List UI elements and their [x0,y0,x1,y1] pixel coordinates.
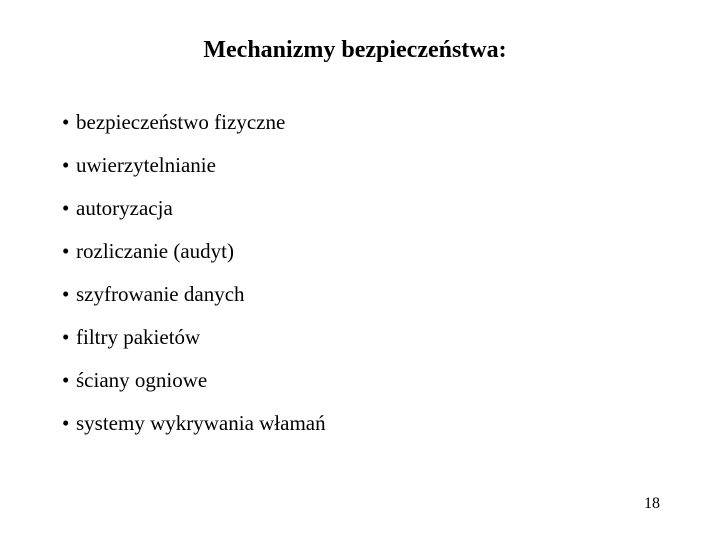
bullet-text: systemy wykrywania włamań [76,411,326,435]
slide-title: Mechanizmy bezpieczeństwa: [203,37,507,63]
bullet-item [62,323,326,366]
bullet-text: filtry pakietów [76,325,201,349]
bullet-item [62,366,326,409]
bullet-icon: • [62,411,70,435]
bullet-icon: • [62,196,70,220]
bullet-item [62,409,326,452]
bullet-list [62,108,326,452]
bullet-icon: • [62,110,70,134]
bullet-text: szyfrowanie danych [76,282,245,306]
bullet-text: autoryzacja [76,196,173,220]
bullet-item [62,151,326,194]
bullet-icon: • [62,368,70,392]
bullet-icon: • [62,325,70,349]
bullet-item [62,194,326,237]
bullet-icon: • [62,239,70,263]
bullet-item [62,108,326,151]
bullet-text: bezpieczeństwo fizyczne [76,110,286,134]
bullet-text: rozliczanie (audyt) [76,239,234,263]
bullet-icon: • [62,282,70,306]
bullet-item [62,237,326,280]
page-number: 18 [644,495,660,512]
bullet-item [62,280,326,323]
bullet-icon: • [62,153,70,177]
bullet-text: uwierzytelnianie [76,153,216,177]
bullet-text: ściany ogniowe [76,368,208,392]
